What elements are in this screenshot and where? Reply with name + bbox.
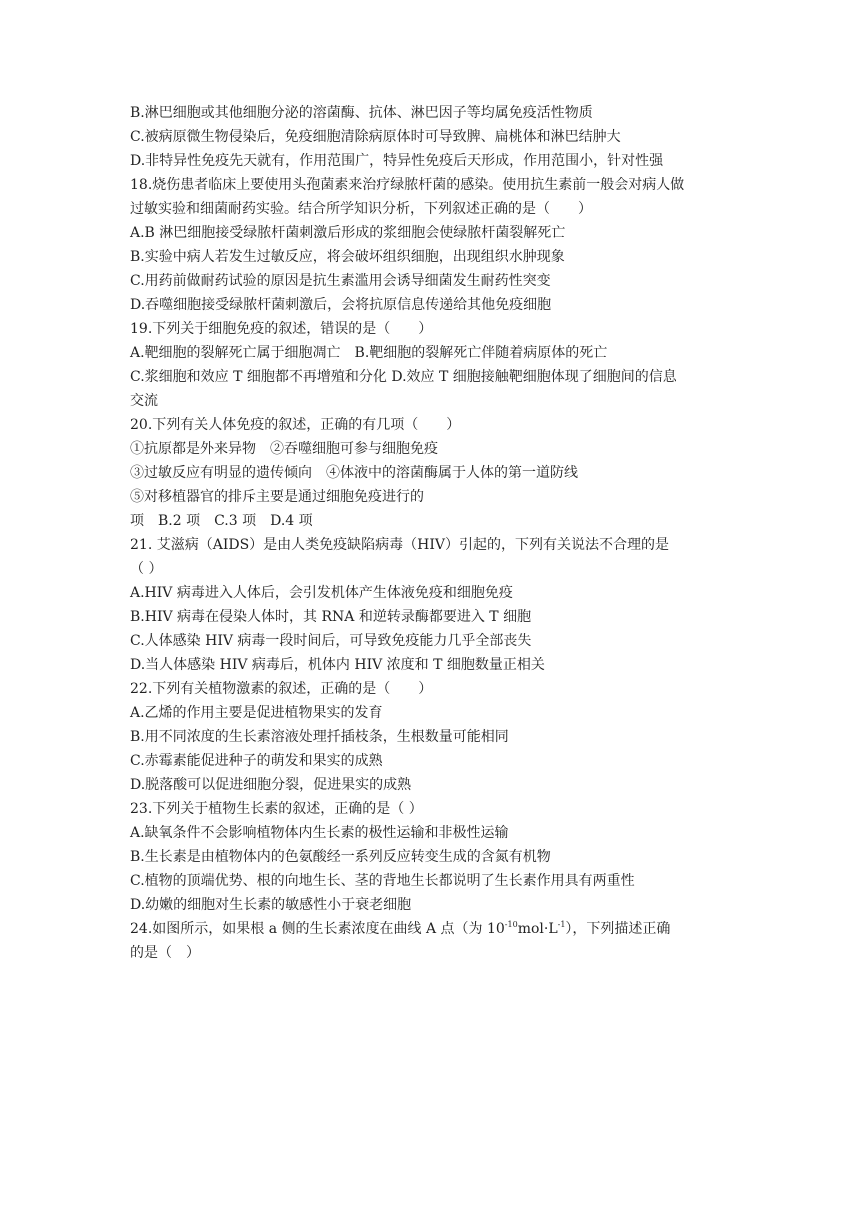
option-d: D.当人体感染 HIV 病毒后，机体内 HIV 浓度和 T 细胞数量正相关: [130, 657, 545, 673]
option-b: B.实验中病人若发生过敏反应，将会破坏组织细胞，出现组织水肿现象: [130, 249, 565, 265]
question-24-stem-cont: 的是（ ）: [130, 945, 200, 961]
option-b: B.生长素是由植物体内的色氨酸经一系列反应转变生成的含氮有机物: [130, 849, 551, 865]
statement-line: ⑤对移植器官的排斥主要是通过细胞免疫进行的: [130, 489, 424, 505]
question-23-stem: 23.下列关于植物生长素的叙述，正确的是（ ）: [130, 801, 423, 817]
option-d: D.幼嫩的细胞对生长素的敏感性小于衰老细胞: [130, 897, 412, 913]
question-20-stem: 20.下列有关人体免疫的叙述，正确的有几项（ ）: [130, 417, 461, 433]
question-21-stem-cont: （ ）: [130, 561, 163, 577]
option-b: B.HIV 病毒在侵染人体时，其 RNA 和逆转录酶都要进入 T 细胞: [130, 609, 532, 625]
option-a: A.B 淋巴细胞接受绿脓杆菌刺激后形成的浆细胞会使绿脓杆菌裂解死亡: [130, 225, 566, 241]
options-cd: C.浆细胞和效应 T 细胞都不再增殖和分化 D.效应 T 细胞接触靶细胞体现了细胞间的信息: [130, 369, 677, 385]
option-b: B.用不同浓度的生长素溶液处理扦插枝条，生根数量可能相同: [130, 729, 509, 745]
question-24-text-end: ），下列描述正确: [565, 921, 671, 937]
exponent: -10: [504, 920, 518, 929]
option-a: A.乙烯的作用主要是促进植物果实的发育: [130, 705, 383, 721]
text-line: B.淋巴细胞或其他细胞分泌的溶菌酶、抗体、淋巴因子等均属免疫活性物质: [130, 105, 593, 121]
text-line: C.被病原微生物侵染后，免疫细胞清除病原体时可导致脾、扁桃体和淋巴结肿大: [130, 129, 621, 145]
option-a: A.HIV 病毒进入人体后，会引发机体产生体液免疫和细胞免疫: [130, 585, 513, 601]
option-c: C.赤霉素能促进种子的萌发和果实的成熟: [130, 753, 383, 769]
question-19-stem: 19.下列关于细胞免疫的叙述，错误的是（ ）: [130, 321, 433, 337]
text-line: D.非特异性免疫先天就有，作用范围广，特异性免疫后天形成，作用范围小，针对性强: [130, 153, 664, 169]
question-18-stem-cont: 过敏实验和细菌耐药实验。结合所学知识分析，下列叙述正确的是（ ）: [130, 201, 592, 217]
question-18-stem: 18.烧伤患者临床上要使用头孢菌素来治疗绿脓杆菌的感染。使用抗生素前一般会对病人做: [130, 177, 685, 193]
option-d: D.脱落酸可以促进细胞分裂，促进果实的成熟: [130, 777, 412, 793]
option-c: C.植物的顶端优势、根的向地生长、茎的背地生长都说明了生长素作用具有两重性: [130, 873, 635, 889]
exponent: -1: [557, 920, 566, 929]
option-c: C.人体感染 HIV 病毒一段时间后，可导致免疫能力几乎全部丧失: [130, 633, 532, 649]
option-d: D.吞噬细胞接受绿脓杆菌刺激后，会将抗原信息传递给其他免疫细胞: [130, 297, 552, 313]
question-24-stem: [130, 920, 740, 938]
option-c: C.用药前做耐药试验的原因是抗生素滥用会诱导细菌发生耐药性突变: [130, 273, 551, 289]
question-21-stem: 21. 艾滋病（AIDS）是由人类免疫缺陷病毒（HIV）引起的，下列有关说法不合理的是: [130, 537, 670, 553]
options-cd-cont: 交流: [130, 393, 158, 409]
options-ab: A.靶细胞的裂解死亡属于细胞凋亡 B.靶细胞的裂解死亡伴随着病原体的死亡: [130, 345, 608, 361]
option-a: A.缺氧条件不会影响植物体内生长素的极性运输和非极性运输: [130, 825, 509, 841]
statement-line: ③过敏反应有明显的遗传倾向 ④体液中的溶菌酶属于人体的第一道防线: [130, 465, 578, 481]
question-24-text: 24.如图所示，如果根 a 侧的生长素浓度在曲线 A 点（为 10: [130, 921, 505, 937]
statement-line: ①抗原都是外来异物 ②吞噬细胞可参与细胞免疫: [130, 441, 438, 457]
options-line: 项 B.2 项 C.3 项 D.4 项: [130, 513, 313, 529]
unit-text: mol·L: [517, 921, 558, 937]
question-22-stem: 22.下列有关植物激素的叙述，正确的是（ ）: [130, 681, 433, 697]
